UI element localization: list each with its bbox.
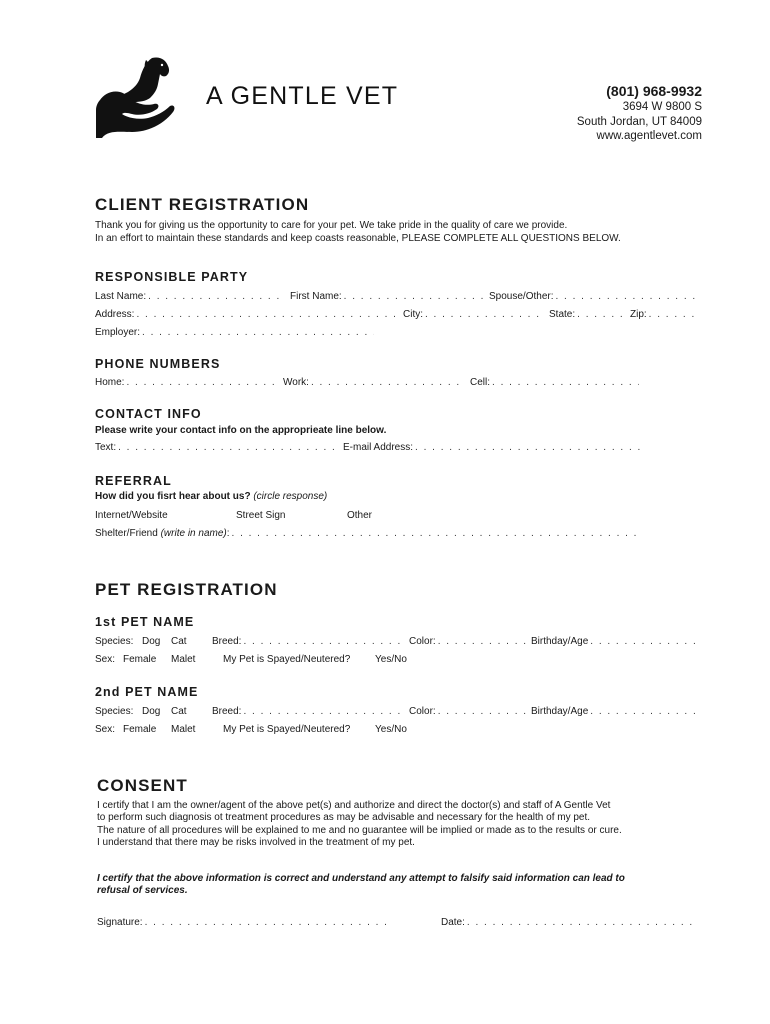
email-line[interactable] [415, 442, 640, 453]
last-name-field[interactable] [95, 291, 287, 302]
first-name-line[interactable] [344, 291, 483, 302]
pet2-sex-male[interactable]: Malet [171, 724, 196, 735]
last-name-line[interactable] [148, 291, 284, 302]
state-field[interactable] [549, 309, 629, 320]
pet2-sex-female[interactable]: Female [123, 724, 157, 735]
city-line[interactable] [425, 309, 545, 320]
email-label: E-mail Address: [343, 442, 414, 453]
pet1-sex-label: Sex: [95, 654, 116, 665]
pet1-title: 1st PET NAME [95, 615, 195, 629]
pet2-breed-field[interactable] [212, 706, 408, 717]
spouse-label: Spouse/Other: [489, 291, 554, 302]
state-label: State: [549, 309, 576, 320]
pet-registration-title: PET REGISTRATION [95, 580, 278, 599]
pet1-breed-field[interactable] [212, 636, 408, 647]
home-phone-line[interactable] [126, 377, 276, 388]
referral-option-street-sign[interactable]: Street Sign [236, 510, 286, 521]
pet1-breed-line[interactable] [243, 636, 405, 647]
consent-line4: I understand that there may be risks involved in the treatment of my pet. [97, 837, 415, 849]
employer-label: Employer: [95, 327, 141, 338]
home-phone-field[interactable] [95, 377, 279, 388]
city-field[interactable] [403, 309, 548, 320]
address-line[interactable] [136, 309, 398, 320]
cell-phone-label: Cell: [470, 377, 491, 388]
referral-question-text: How did you fisrt hear about us? [95, 491, 251, 502]
phone-numbers-title: PHONE NUMBERS [95, 357, 221, 371]
shelter-friend-field[interactable] [95, 528, 645, 539]
clinic-address-line2: South Jordan, UT 84009 [576, 115, 702, 128]
pet1-species-dog[interactable]: Dog [142, 636, 161, 647]
pet2-color-field[interactable] [409, 706, 531, 717]
certify-statement [97, 873, 707, 898]
pet2-species-label: Species: [95, 706, 134, 717]
referral-question [95, 491, 327, 502]
address-label: Address: [95, 309, 135, 320]
contact-info-title: CONTACT INFO [95, 407, 202, 421]
consent-line2: to perform such diagnosis ot treatment procedures as may be advisable and necessary for the health of my pet. [97, 812, 591, 824]
work-phone-field[interactable] [283, 377, 464, 388]
signature-field[interactable] [97, 917, 393, 928]
pet1-color-label: Color: [409, 636, 436, 647]
city-label: City: [403, 309, 423, 320]
referral-title: REFERRAL [95, 474, 172, 488]
intro-line1: Thank you for giving us the opportunity to care for your pet. We take pride in the quality of care we provide. [95, 220, 568, 231]
signature-line[interactable] [145, 917, 390, 928]
pet2-spayed-label: My Pet is Spayed/Neutered? [223, 724, 351, 735]
date-field[interactable] [441, 917, 697, 928]
shelter-friend-line[interactable] [232, 528, 642, 539]
cell-phone-field[interactable] [470, 377, 642, 388]
pet1-birthday-label: Birthday/Age [531, 636, 589, 647]
pet2-birthday-field[interactable] [531, 706, 701, 717]
pet2-species-cat[interactable]: Cat [171, 706, 187, 717]
home-phone-label: Home: [95, 377, 125, 388]
state-line[interactable] [577, 309, 626, 320]
pet1-sex-female[interactable]: Female [123, 654, 157, 665]
shelter-friend-label [95, 528, 230, 539]
clinic-website: www.agentlevet.com [596, 130, 702, 142]
spouse-field[interactable] [489, 291, 701, 302]
pet1-color-line[interactable] [438, 636, 528, 647]
zip-label: Zip: [630, 309, 647, 320]
text-line[interactable] [118, 442, 336, 453]
pet2-title: 2nd PET NAME [95, 685, 199, 699]
contact-info-note: Please write your contact info on the approprieate line below. [95, 425, 387, 436]
clinic-phone: (801) 968-9932 [606, 83, 702, 99]
text-field[interactable] [95, 442, 339, 453]
referral-option-other[interactable]: Other [347, 510, 373, 521]
text-label: Text: [95, 442, 117, 453]
pet2-color-line[interactable] [438, 706, 528, 717]
shelter-friend-text: Shelter/Friend [95, 528, 158, 539]
pet1-color-field[interactable] [409, 636, 531, 647]
pet2-sex-label: Sex: [95, 724, 116, 735]
referral-question-hint: (circle response) [253, 491, 328, 502]
pet1-birthday-line[interactable] [590, 636, 698, 647]
last-name-label: Last Name: [95, 291, 147, 302]
date-label: Date: [441, 917, 465, 928]
consent-title: CONSENT [97, 776, 188, 795]
consent-line3: The nature of all procedures will be explained to me and no guarantee will be implied or made as to the results or cure. [97, 824, 622, 836]
signature-label: Signature: [97, 917, 143, 928]
pet2-breed-line[interactable] [243, 706, 405, 717]
shelter-friend-hint: (write in name) [160, 528, 227, 539]
pet2-species-dog[interactable]: Dog [142, 706, 161, 717]
pet1-birthday-field[interactable] [531, 636, 701, 647]
zip-field[interactable] [630, 309, 701, 320]
shelter-friend-colon: : [226, 528, 230, 539]
pet1-species-label: Species: [95, 636, 134, 647]
referral-option-internet[interactable]: Internet/Website [95, 510, 168, 521]
clinic-address-line1: 3694 W 9800 S [622, 101, 702, 113]
clinic-contact [577, 83, 702, 144]
spouse-line[interactable] [555, 291, 698, 302]
date-line[interactable] [467, 917, 694, 928]
consent-statement [97, 800, 707, 850]
address-field[interactable] [95, 309, 401, 320]
work-phone-label: Work: [283, 377, 309, 388]
certify-line1: I certify that the above information is correct and understand any attempt to falsify said information can lead to [97, 873, 625, 884]
first-name-field[interactable] [290, 291, 486, 302]
pet2-breed-label: Breed: [212, 706, 242, 717]
client-registration-title: CLIENT REGISTRATION [95, 195, 310, 214]
pet1-breed-label: Breed: [212, 636, 242, 647]
intro-line2: In an effort to maintain these standards and keep coasts reasonable, PLEASE COMPLETE ALL QUESTIONS BELOW. [95, 233, 621, 244]
work-phone-line[interactable] [311, 377, 461, 388]
dog-in-hand-logo-icon [94, 54, 176, 140]
pet1-species-cat[interactable]: Cat [171, 636, 187, 647]
cell-phone-line[interactable] [492, 377, 639, 388]
employer-field[interactable] [95, 327, 377, 338]
zip-line[interactable] [649, 309, 698, 320]
consent-line1: I certify that I am the owner/agent of the above pet(s) and authorize and direct the doctor(s) and staff of A Gentle Vet [97, 800, 611, 811]
pet2-color-label: Color: [409, 706, 436, 717]
employer-line[interactable] [142, 327, 374, 338]
pet2-spayed-yesno[interactable]: Yes/No [375, 724, 407, 735]
pet2-birthday-label: Birthday/Age [531, 706, 589, 717]
first-name-label: First Name: [290, 291, 342, 302]
email-field[interactable] [343, 442, 643, 453]
responsible-party-title: RESPONSIBLE PARTY [95, 270, 249, 284]
pet2-birthday-line[interactable] [590, 706, 698, 717]
brand-name: A GENTLE VET [206, 82, 399, 110]
pet1-spayed-label: My Pet is Spayed/Neutered? [223, 654, 351, 665]
pet1-spayed-yesno[interactable]: Yes/No [375, 654, 407, 665]
certify-line2: refusal of services. [97, 885, 188, 897]
pet1-sex-male[interactable]: Malet [171, 654, 196, 665]
